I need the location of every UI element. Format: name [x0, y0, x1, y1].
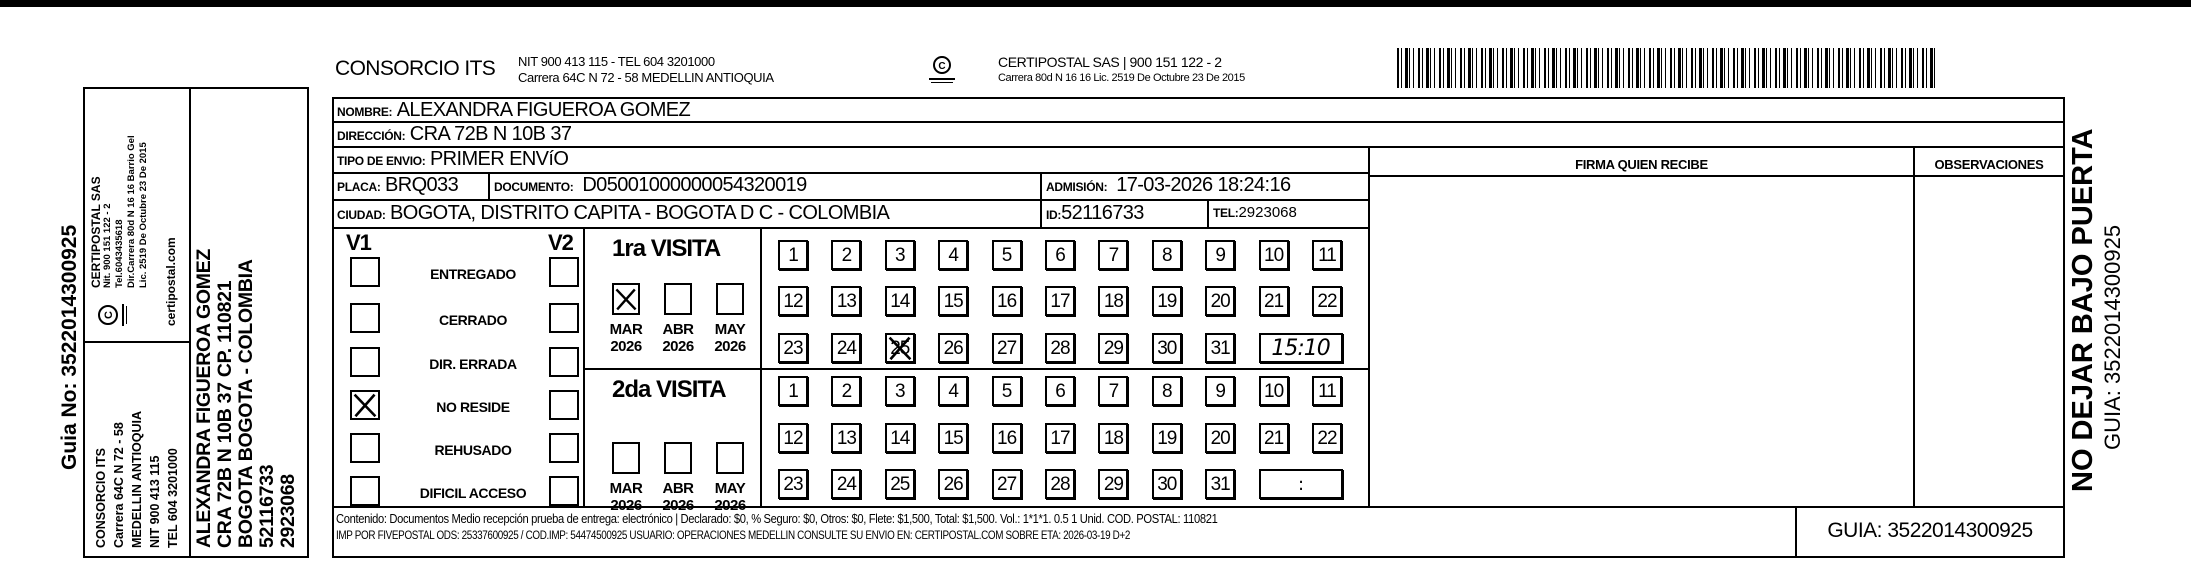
day-box-3[interactable]: 3: [885, 376, 915, 406]
day-box-28[interactable]: 28: [1045, 333, 1075, 363]
footer-guia: GUIA: 3522014300925: [1827, 519, 2033, 542]
label: TIPO DE ENVIO:: [337, 154, 426, 168]
observations-area[interactable]: [1916, 178, 2062, 504]
day-box-13[interactable]: 13: [831, 423, 861, 453]
day-box-7[interactable]: 7: [1098, 240, 1128, 270]
day-box-3[interactable]: 3: [885, 240, 915, 270]
svg-text:C: C: [103, 311, 115, 319]
signature-area[interactable]: [1372, 178, 1911, 504]
day-box-18[interactable]: 18: [1098, 286, 1128, 316]
status-label: ENTREGADO: [430, 266, 516, 282]
recipient-city: BOGOTA BOGOTA - COLOMBIA: [235, 259, 257, 548]
value: D05001000000054320019: [582, 174, 807, 196]
month-name: MAY: [714, 480, 746, 497]
sender-tel: TEL 604 3201000: [166, 448, 180, 548]
status-label: CERRADO: [439, 312, 507, 328]
side-guia: GUIA: 3522014300925: [2100, 224, 2125, 450]
label: NOMBRE:: [337, 105, 393, 119]
status-v1-checkbox[interactable]: [350, 390, 380, 420]
field-tel: [1213, 204, 1297, 222]
day-box-4[interactable]: 4: [938, 376, 968, 406]
certipostal-logo: [94, 292, 154, 332]
recipient-id: 52116733: [256, 464, 278, 548]
courier-license: Lic. 2519 De Octubre 23 De 2015: [138, 142, 149, 288]
day-box-6[interactable]: 6: [1045, 376, 1075, 406]
day-box-20[interactable]: 20: [1205, 423, 1235, 453]
field-nombre: [337, 99, 690, 122]
day-box-8[interactable]: 8: [1152, 376, 1182, 406]
courier-block: [90, 88, 150, 288]
scan-top-edge: [0, 0, 2191, 7]
time-field[interactable]: :: [1259, 469, 1343, 499]
day-box-18[interactable]: 18: [1098, 423, 1128, 453]
day-box-28[interactable]: 28: [1045, 469, 1075, 499]
left-panel-rotated: [84, 87, 308, 556]
month-year: 2026: [662, 338, 694, 355]
day-box-1[interactable]: 1: [778, 376, 808, 406]
day-box-19[interactable]: 19: [1152, 423, 1182, 453]
day-box-31[interactable]: 31: [1205, 333, 1235, 363]
label: PLACA:: [337, 180, 381, 194]
day-box-6[interactable]: 6: [1045, 240, 1075, 270]
field-tipo-envio: [337, 148, 568, 171]
month-year: 2026: [714, 338, 746, 355]
day-box-15[interactable]: 15: [938, 286, 968, 316]
status-v1-checkbox[interactable]: [350, 433, 380, 463]
day-box-4[interactable]: 4: [938, 240, 968, 270]
day-box-16[interactable]: 16: [992, 286, 1022, 316]
visit-title: 1ra VISITA: [612, 235, 721, 262]
month-label: [658, 480, 698, 514]
sender-nit: NIT 900 413 115: [148, 455, 162, 548]
recipient-phone: 2923068: [277, 474, 299, 548]
day-box-23[interactable]: 23: [778, 469, 808, 499]
value: 17-03-2026 18:24:16: [1116, 174, 1291, 196]
value: BRQ033: [384, 174, 459, 196]
day-box-25[interactable]: 25: [885, 333, 915, 363]
day-box-2[interactable]: 2: [831, 240, 861, 270]
value: PRIMER ENVíO: [429, 148, 569, 170]
no-dejar-bajo-puerta: NO DEJAR BAJO PUERTA: [2067, 128, 2099, 492]
day-box-24[interactable]: 24: [831, 333, 861, 363]
day-box-20[interactable]: 20: [1205, 286, 1235, 316]
day-box-11[interactable]: 11: [1312, 376, 1342, 406]
field-id: [1046, 202, 1144, 225]
courier-name: CERTIPOSTAL SAS: [89, 176, 103, 288]
day-box-15[interactable]: 15: [938, 423, 968, 453]
day-box-12[interactable]: 12: [778, 286, 808, 316]
day-box-30[interactable]: 30: [1152, 469, 1182, 499]
day-box-23[interactable]: 23: [778, 333, 808, 363]
value: 2923068: [1238, 204, 1297, 221]
day-box-19[interactable]: 19: [1152, 286, 1182, 316]
status-v2-checkbox[interactable]: [549, 433, 579, 463]
day-box-14[interactable]: 14: [885, 286, 915, 316]
month-year: 2026: [610, 338, 642, 355]
footer-contents: Contenido: Documentos Medio recepción prueba de entrega: electrónico | Declarado: $0, % Seguro: $0, Otros: $0, Flete: $1,500, Total: $1,500. Vol.: 1*1*1. 0.5 1 Unid. COD. POSTAL: 110821: [336, 511, 1218, 526]
value: 52116733: [1061, 202, 1144, 224]
sender-details: [518, 54, 774, 86]
day-box-26[interactable]: 26: [938, 469, 968, 499]
month-checkbox-may[interactable]: [716, 442, 744, 474]
x-mark-icon: [614, 285, 638, 313]
sender-city: MEDELLIN ANTIOQUIA: [130, 410, 144, 548]
value: ALEXANDRA FIGUEROA GOMEZ: [396, 99, 691, 121]
courier-nit: Nit. 900 151 122 - 2: [102, 203, 113, 288]
courier-details: [998, 54, 1245, 86]
day-box-22[interactable]: 22: [1312, 423, 1342, 453]
recipient-address: CRA 72B N 10B 37 CP. 110821: [214, 280, 236, 548]
recipient-name: ALEXANDRA FIGUEROA GOMEZ: [193, 248, 215, 548]
status-v2-checkbox[interactable]: [549, 257, 579, 287]
barcode: [1397, 48, 1935, 88]
day-box-5[interactable]: 5: [992, 240, 1022, 270]
status-v1-checkbox[interactable]: [350, 347, 380, 377]
field-ciudad: [337, 202, 889, 225]
status-v1-checkbox[interactable]: [350, 303, 380, 333]
status-label: DIFICIL ACCESO: [419, 485, 527, 501]
v1-header: V1: [346, 230, 371, 255]
status-label: REHUSADO: [434, 442, 512, 458]
field-direccion: [337, 123, 571, 146]
label: ID:: [1046, 208, 1062, 222]
observaciones-header: OBSERVACIONES: [1934, 157, 2044, 172]
status-v2-checkbox[interactable]: [549, 476, 579, 506]
month-name: MAR: [609, 321, 643, 338]
status-label: NO RESIDE: [436, 399, 510, 415]
visit-title: 2da VISITA: [612, 376, 726, 403]
field-documento: [494, 174, 807, 197]
month-name: ABR: [662, 321, 694, 338]
day-box-5[interactable]: 5: [992, 376, 1022, 406]
month-checkbox-abr[interactable]: [664, 442, 692, 474]
month-label: [710, 480, 750, 514]
month-label: [710, 321, 750, 355]
day-box-7[interactable]: 7: [1098, 376, 1128, 406]
label: CIUDAD:: [337, 208, 386, 222]
label: DIRECCIÓN:: [337, 129, 406, 143]
courier-address: Dir.Carrera 80d N 16 16 Barrio Gel: [126, 135, 137, 288]
courier-website: certipostal.com: [164, 237, 178, 326]
firma-header: FIRMA QUIEN RECIBE: [1575, 157, 1708, 172]
day-box-9[interactable]: 9: [1205, 376, 1235, 406]
footer-print-info: IMP POR FIVEPOSTAL ODS: 25337600925 / COD.IMP: 54474500925 USUARIO: OPERACIONES MEDELLIN CONSULTE SU ENVIO EN: CERTIPOSTAL.COM SOBRE ETA: 2026-03-19 D+2: [336, 530, 1131, 542]
month-name: MAY: [714, 321, 746, 338]
day-box-25[interactable]: 25: [885, 469, 915, 499]
status-v2-checkbox[interactable]: [549, 303, 579, 333]
month-year: 2026: [662, 497, 694, 514]
status-v1-checkbox[interactable]: [350, 476, 380, 506]
month-label: [658, 321, 698, 355]
x-mark-icon: [887, 335, 913, 361]
month-checkbox-mar[interactable]: [612, 442, 640, 474]
label: TEL:: [1213, 206, 1239, 220]
day-box-2[interactable]: 2: [831, 376, 861, 406]
courier-tel: Tel.6043435618: [114, 219, 125, 288]
courier-address-line: Carrera 80d N 16 16 Lic. 2519 De Octubre 23 De 2015: [998, 72, 1245, 84]
status-v1-checkbox[interactable]: [350, 257, 380, 287]
day-box-22[interactable]: 22: [1312, 286, 1342, 316]
month-label: [606, 321, 646, 355]
label: ADMISIÓN:: [1046, 180, 1108, 194]
day-box-17[interactable]: 17: [1045, 286, 1075, 316]
v2-header: V2: [548, 230, 573, 255]
month-year: 2026: [610, 497, 642, 514]
month-checkbox-may[interactable]: [716, 283, 744, 315]
sender-address: Carrera 64C N 72 - 58: [112, 422, 126, 548]
day-box-31[interactable]: 31: [1205, 469, 1235, 499]
month-label: [606, 480, 646, 514]
day-box-26[interactable]: 26: [938, 333, 968, 363]
day-box-17[interactable]: 17: [1045, 423, 1075, 453]
day-box-8[interactable]: 8: [1152, 240, 1182, 270]
sender-address-line: Carrera 64C N 72 - 58 MEDELLIN ANTIOQUIA: [518, 70, 774, 85]
month-checkbox-mar[interactable]: [612, 283, 640, 315]
courier-name-nit: CERTIPOSTAL SAS | 900 151 122 - 2: [998, 54, 1222, 70]
field-placa: [337, 174, 458, 197]
day-box-13[interactable]: 13: [831, 286, 861, 316]
recipient-block: [194, 88, 299, 548]
day-box-9[interactable]: 9: [1205, 240, 1235, 270]
status-v2-checkbox[interactable]: [549, 347, 579, 377]
guia-number-vertical: Guia No: 3522014300925: [58, 224, 81, 470]
month-year: 2026: [714, 497, 746, 514]
day-box-1[interactable]: 1: [778, 240, 808, 270]
sender-name: CONSORCIO ITS: [94, 447, 108, 548]
day-box-27[interactable]: 27: [992, 333, 1022, 363]
status-v2-checkbox[interactable]: [549, 390, 579, 420]
day-box-12[interactable]: 12: [778, 423, 808, 453]
certipostal-logo: [925, 52, 959, 92]
value: BOGOTA, DISTRITO CAPITA - BOGOTA D C - COLOMBIA: [390, 202, 890, 224]
month-checkbox-abr[interactable]: [664, 283, 692, 315]
day-box-16[interactable]: 16: [992, 423, 1022, 453]
month-name: ABR: [662, 480, 694, 497]
sender-block: [92, 343, 182, 548]
day-box-29[interactable]: 29: [1098, 469, 1128, 499]
day-box-10[interactable]: 10: [1259, 376, 1289, 406]
x-mark-icon: [352, 392, 378, 418]
svg-text:C: C: [938, 61, 946, 72]
label: DOCUMENTO:: [494, 180, 574, 194]
value: CRA 72B N 10B 37: [409, 123, 572, 145]
day-box-10[interactable]: 10: [1259, 240, 1289, 270]
day-box-11[interactable]: 11: [1312, 240, 1342, 270]
sender-company: CONSORCIO ITS: [335, 57, 496, 80]
field-admision: [1046, 174, 1291, 197]
day-box-29[interactable]: 29: [1098, 333, 1128, 363]
day-box-30[interactable]: 30: [1152, 333, 1182, 363]
day-box-24[interactable]: 24: [831, 469, 861, 499]
day-box-21[interactable]: 21: [1259, 286, 1289, 316]
time-field[interactable]: 15:10: [1259, 333, 1343, 363]
day-box-21[interactable]: 21: [1259, 423, 1289, 453]
day-box-27[interactable]: 27: [992, 469, 1022, 499]
sender-nit-tel: NIT 900 413 115 - TEL 604 3201000: [518, 54, 715, 69]
day-box-14[interactable]: 14: [885, 423, 915, 453]
status-label: DIR. ERRADA: [429, 356, 517, 372]
month-name: MAR: [609, 480, 643, 497]
